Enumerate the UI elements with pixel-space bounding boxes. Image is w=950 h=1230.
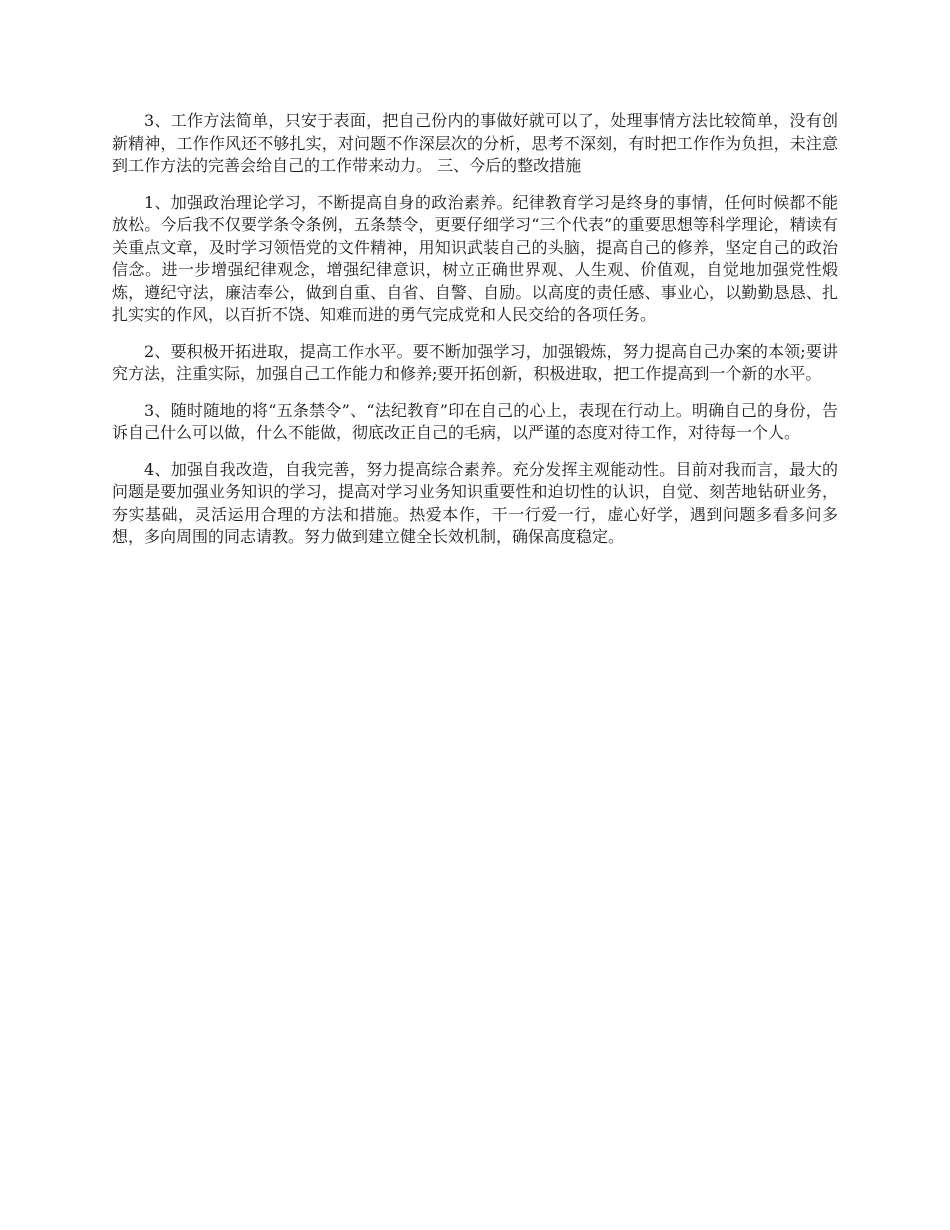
paragraph-work-level: 2、要积极开拓进取，提高工作水平。要不断加强学习，加强锻炼，努力提高自己办案的本领;要讲究方法，注重实际，加强自己工作能力和修养;要开拓创新，积极进取，把工作提高到一个新的水平。 xyxy=(112,341,838,383)
paragraph-political-study: 1、加强政治理论学习，不断提高自身的政治素养。纪律教育学习是终身的事情，任何时候都不能放松。今后我不仅要学条令条例，五条禁令，更要仔细学习“三个代表”的重要思想等科学理论，精读有关重点文章，及时学习领悟党的文件精神，用知识武装自己的头脑，提高自己的修养，坚定自己的政治信念。进一步增强纪律观念，增强纪律意识，树立正确世界观、人生观、价值观，自觉地加强党性煅炼，遵纪守法，廉洁奉公，做到自重、自省、自警、自励。以高度的责任感、事业心，以勤勤恳恳、扎扎实实的作风，以百折不饶、知难而进的勇气完成党和人民交给的各项任务。 xyxy=(112,192,838,324)
paragraph-discipline: 3、随时随地的将“五条禁令”、“法纪教育”印在自己的心上，表现在行动上。明确自己的身份，告诉自己什么可以做，什么不能做，彻底改正自己的毛病，以严谨的态度对待工作，对待每一个人。 xyxy=(112,400,838,442)
paragraph-self-improvement: 4、加强自我改造，自我完善，努力提高综合素养。充分发挥主观能动性。目前对我而言，最大的问题是要加强业务知识的学习，提高对学习业务知识重要性和迫切性的认识，自觉、刻苦地钻研业务，夯实基础，灵活运用合理的方法和措施。热爱本作，干一行爱一行，虚心好学，遇到问题多看多问多想，多向周围的同志请教。努力做到建立健全长效机制，确保高度稳定。 xyxy=(112,459,838,546)
paragraph-work-method: 3、工作方法简单，只安于表面，把自己份内的事做好就可以了，处理事情方法比较简单，没有创新精神，工作作风还不够扎实，对问题不作深层次的分析，思考不深刻，有时把工作作为负担，未注意到工作方法的完善会给自己的工作带来动力。 三、今后的整改措施 xyxy=(112,111,838,175)
document-page xyxy=(112,110,838,563)
